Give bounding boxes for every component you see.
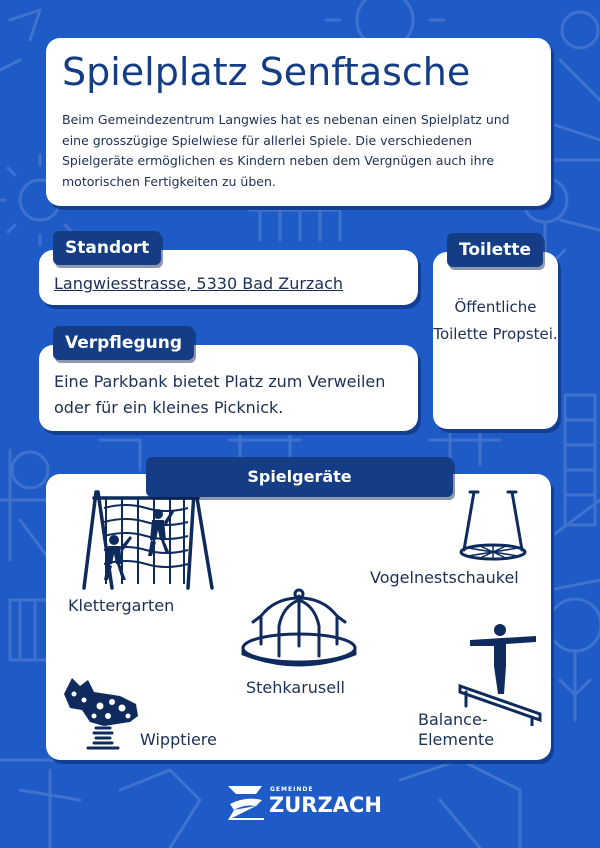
toilette-card: [433, 252, 558, 429]
carousel-icon: [239, 586, 359, 670]
intro-card: [46, 38, 551, 206]
spielgeraete-card: [46, 474, 551, 760]
standort-heading: Standort: [53, 231, 161, 265]
logo-small-text: GEMEINDE: [270, 786, 314, 793]
label-klettergarten: Klettergarten: [68, 596, 175, 615]
toilette-text: Öffentliche Toilette Propstei.: [433, 298, 558, 343]
page-title: Spielplatz Senftasche: [62, 50, 471, 94]
zurzach-logo: [226, 782, 386, 824]
verpflegung-text: Eine Parkbank bietet Platz zum Verweilen oder für ein kleines Picknick.: [54, 372, 386, 417]
label-stehkarusell: Stehkarusell: [246, 678, 345, 697]
label-wipptiere: Wipptiere: [140, 730, 217, 749]
climbing-frame-icon: [76, 488, 216, 592]
zurzach-logo-mark-icon: [226, 782, 266, 822]
verpflegung-heading: Verpflegung: [53, 326, 194, 360]
address-link[interactable]: Langwiesstrasse, 5330 Bad Zurzach: [54, 274, 344, 293]
label-balance-1: Balance-: [418, 710, 488, 729]
logo-main-text: ZURZACH: [269, 793, 382, 817]
label-vogelnestschaukel: Vogelnestschaukel: [370, 568, 519, 587]
spring-rider-icon: [60, 670, 142, 752]
spielgeraete-heading: Spielgeräte: [146, 457, 453, 497]
nest-swing-icon: [456, 488, 530, 564]
label-balance-2: Elemente: [418, 730, 495, 749]
toilette-heading: Toilette: [447, 233, 543, 267]
intro-text: Beim Gemeindezentrum Langwies hat es nebenan einen Spielplatz und eine grosszügige Spielwiese für allerlei Spiele. Die verschiedenen Spielgeräte ermöglichen es Kindern neben dem Vergnügen auch ihre motorischen Fertigkeiten zu üben.: [62, 112, 510, 189]
